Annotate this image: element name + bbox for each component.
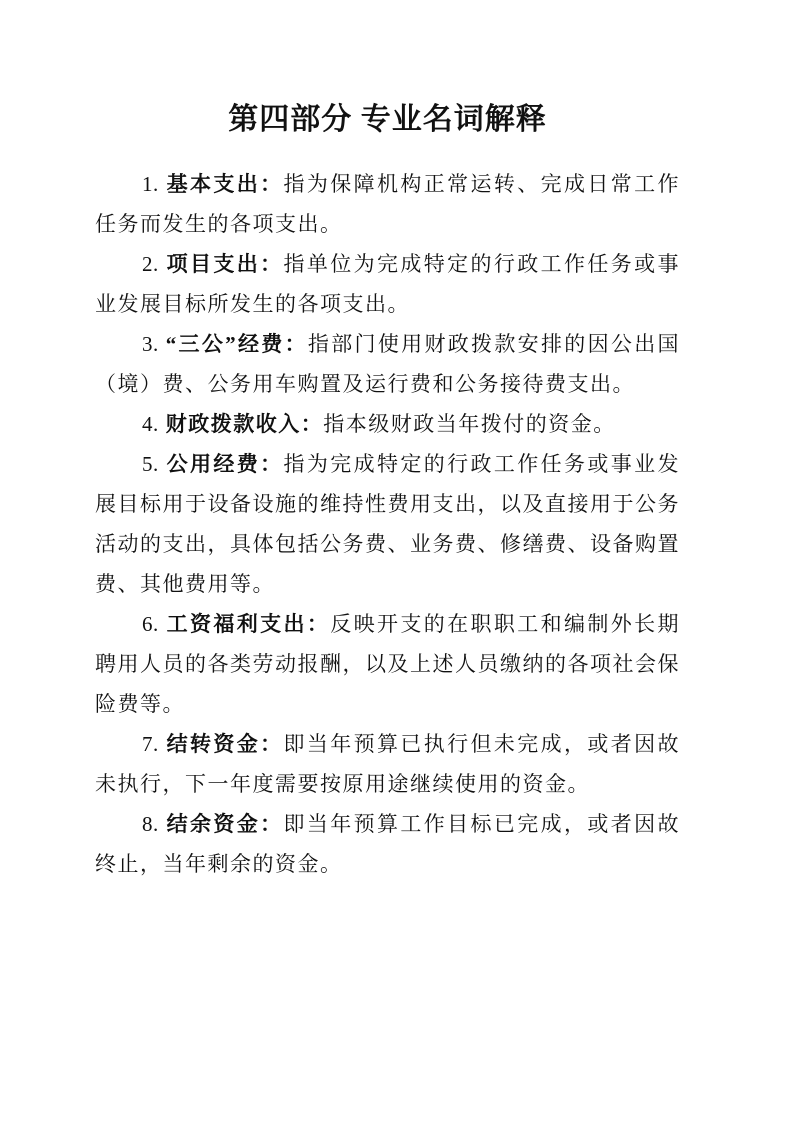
definition-term: 结余资金： xyxy=(165,812,284,836)
definition-term: 工资福利支出： xyxy=(165,612,331,636)
definition-term: 结转资金： xyxy=(165,732,284,756)
definition-paragraph-three-public-funds xyxy=(95,324,680,404)
definition-term: “三公”经费： xyxy=(165,332,308,356)
definition-number: 6. xyxy=(142,612,159,636)
definition-number: 3. xyxy=(142,332,159,356)
definition-text: 指为完成特定的行政工作任务或事业发展目标用于设备设施的维持性费用支出，以及直接用于公务活动的支出，具体包括公务费、业务费、修缮费、设备购置费、其他费用等。 xyxy=(95,452,680,596)
definition-text: 即当年预算已执行但未完成，或者因故未执行，下一年度需要按原用途继续使用的资金。 xyxy=(95,732,680,796)
definition-paragraph-salary-welfare-expenditure xyxy=(95,604,680,724)
definition-number: 4. xyxy=(142,412,159,436)
page-title: 第四部分 专业名词解释 xyxy=(228,103,547,136)
definition-number: 2. xyxy=(142,252,159,276)
definition-paragraph-project-expenditure xyxy=(95,244,680,324)
definition-paragraph-basic-expenditure xyxy=(95,164,680,244)
definition-text: 指为保障机构正常运转、完成日常工作任务而发生的各项支出。 xyxy=(95,172,680,236)
definition-text: 指本级财政当年拨付的资金。 xyxy=(323,412,616,436)
definition-number: 7. xyxy=(142,732,159,756)
definition-text: 反映开支的在职职工和编制外长期聘用人员的各类劳动报酬，以及上述人员缴纳的各项社会保险费等。 xyxy=(95,612,680,716)
definition-number: 5. xyxy=(142,452,159,476)
definition-term: 财政拨款收入： xyxy=(165,412,324,436)
definition-paragraph-public-funds xyxy=(95,444,680,604)
definition-number: 8. xyxy=(142,812,159,836)
definition-paragraph-surplus-funds xyxy=(95,804,680,884)
definition-term: 公用经费： xyxy=(165,452,284,476)
definition-text: 指单位为完成特定的行政工作任务或事业发展目标所发生的各项支出。 xyxy=(95,252,680,316)
definition-term: 项目支出： xyxy=(165,252,284,276)
definition-term: 基本支出： xyxy=(165,172,284,196)
definition-number: 1. xyxy=(142,172,159,196)
definition-text: 指部门使用财政拨款安排的因公出国（境）费、公务用车购置及运行费和公务接待费支出。 xyxy=(95,332,681,396)
definition-text: 即当年预算工作目标已完成，或者因故终止，当年剩余的资金。 xyxy=(95,812,680,876)
definition-paragraph-fiscal-appropriation-income xyxy=(95,404,680,444)
definition-paragraph-carryover-funds xyxy=(95,724,680,804)
